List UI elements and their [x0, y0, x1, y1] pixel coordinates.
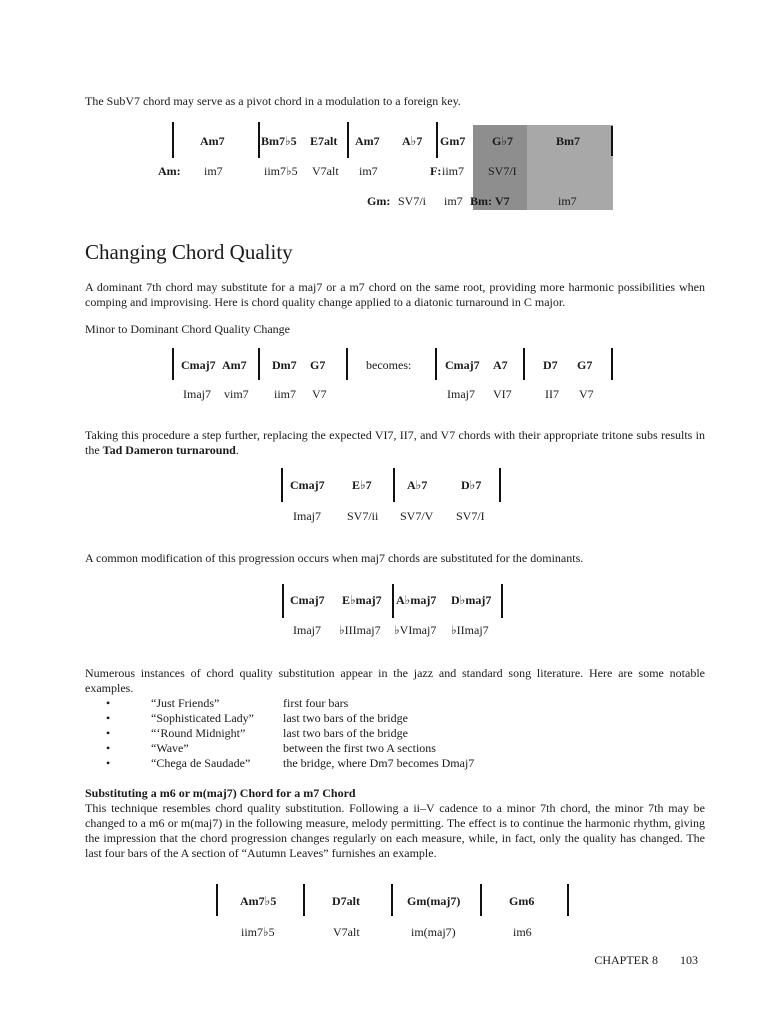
chord-symbol: Dm7 [272, 358, 297, 372]
barline [501, 584, 503, 618]
chord-symbol: D♭7 [461, 478, 482, 492]
paragraph [85, 428, 705, 458]
chord-symbol: D7alt [332, 894, 360, 908]
chord-symbol: Cmaj7 [181, 358, 216, 372]
key-label: Gm: [367, 194, 391, 208]
chord-symbol: E7alt [310, 134, 338, 148]
chord-symbol: Cmaj7 [290, 478, 325, 492]
roman-numeral: V7 [312, 387, 327, 401]
chord-symbol: A7 [493, 358, 508, 372]
roman-numeral: iim7 [442, 164, 465, 178]
song-location: between the first two A sections [283, 741, 436, 755]
barline [499, 468, 501, 502]
subsection-heading: Substituting a m6 or m(maj7) Chord for a m7 Chord [85, 786, 356, 800]
becomes-label: becomes: [366, 358, 412, 372]
paragraph: A dominant 7th chord may substitute for a maj7 or a m7 chord on the same root, providing more harmonic possibilities when comping and improvising. Here is chord quality change applied to a diatonic turnaround in C major. [85, 280, 705, 309]
barline [393, 468, 395, 502]
song-title: “‘Round Midnight” [151, 726, 246, 740]
chord-symbol: Cmaj7 [290, 593, 325, 607]
roman-numeral: V7 [495, 194, 510, 208]
roman-numeral: iim7♭5 [241, 925, 275, 939]
chord-symbol: Am7♭5 [240, 894, 277, 908]
paragraph-text: Taking this procedure a step further, replacing the expected VI7, II7, and V7 chords with their appropriate tritone subs results in the [85, 428, 705, 457]
chord-symbol: A♭7 [407, 478, 428, 492]
barline [523, 348, 525, 380]
chord-symbol: Gm6 [509, 894, 535, 908]
roman-numeral: im(maj7) [411, 925, 456, 939]
roman-numeral: SV7/V [400, 509, 434, 523]
barline [258, 122, 260, 158]
barline [216, 884, 218, 916]
barline [282, 584, 284, 618]
barline [435, 348, 437, 380]
chord-symbol: Cmaj7 [445, 358, 480, 372]
barline [346, 348, 348, 380]
barline [172, 122, 174, 158]
chord-symbol: Gm7 [440, 134, 466, 148]
song-location: last two bars of the bridge [283, 726, 408, 740]
roman-numeral: im7 [558, 194, 577, 208]
paragraph-text: . [235, 443, 239, 457]
barline [567, 884, 569, 916]
chord-symbol: A♭7 [402, 134, 423, 148]
song-title: “Just Friends” [151, 696, 220, 710]
song-location: the bridge, where Dm7 becomes Dmaj7 [283, 756, 475, 770]
barline [392, 584, 394, 618]
barline [258, 348, 260, 380]
barline [436, 122, 438, 158]
chord-symbol: D7 [543, 358, 558, 372]
roman-numeral: Imaj7 [447, 387, 475, 401]
roman-numeral: Imaj7 [183, 387, 211, 401]
chord-symbol: Bm7♭5 [261, 134, 297, 148]
roman-numeral: SV7/I [456, 509, 485, 523]
barline [391, 884, 393, 916]
chord-symbol: Am7 [222, 358, 247, 372]
section-title: Changing Chord Quality [85, 240, 293, 264]
roman-numeral: V7alt [333, 925, 360, 939]
barline [611, 348, 613, 380]
list-item: • “Wave” between the first two A sections [106, 741, 436, 755]
paragraph: This technique resembles chord quality substitution. Following a ii–V cadence to a minor 7th chord, the minor 7th may be changed to a m6 or m(maj7) in the following measure, melody permitting. The effect is to continue the harmonic rhythm, giving the impression that the chord progression changes regularly on each measure, while, in fact, only the quality has changed. The last four bars of the A section of “Autumn Leaves” furnishes an example. [85, 801, 705, 860]
roman-numeral: ♭IImaj7 [451, 623, 489, 637]
chord-symbol: Bm7 [556, 134, 580, 148]
list-item: • “Sophisticated Lady” last two bars of the bridge [106, 711, 408, 725]
roman-numeral: im6 [513, 925, 532, 939]
barline [480, 884, 482, 916]
intro-text: The SubV7 chord may serve as a pivot chord in a modulation to a foreign key. [85, 94, 461, 108]
chord-symbol: Gm(maj7) [407, 894, 461, 908]
key-label: Am: [158, 164, 181, 178]
page-number: 103 [680, 953, 698, 967]
roman-numeral: iim7 [274, 387, 297, 401]
chord-symbol: E♭7 [352, 478, 372, 492]
roman-numeral: ♭VImaj7 [394, 623, 437, 637]
song-title: “Wave” [151, 741, 189, 755]
roman-numeral: iim7♭5 [264, 164, 298, 178]
barline [172, 348, 174, 380]
barline [611, 126, 613, 156]
chord-symbol: G7 [310, 358, 326, 372]
chord-symbol: Am7 [200, 134, 225, 148]
example-caption: Minor to Dominant Chord Quality Change [85, 322, 290, 336]
roman-numeral: SV7/I [488, 164, 517, 178]
key-label: F: [430, 164, 442, 178]
roman-numeral: ♭IIImaj7 [339, 623, 381, 637]
roman-numeral: SV7/i [398, 194, 427, 208]
barline [281, 468, 283, 502]
roman-numeral: im7 [204, 164, 223, 178]
tad-dameron-term: Tad Dameron turnaround [102, 443, 236, 457]
chord-symbol: D♭maj7 [451, 593, 492, 607]
song-example-list [106, 696, 606, 771]
chord-symbol: Am7 [355, 134, 380, 148]
list-item: • “Just Friends” first four bars [106, 696, 349, 710]
chord-symbol: G♭7 [492, 134, 513, 148]
page-footer [594, 953, 698, 968]
song-location: first four bars [283, 696, 349, 710]
chord-symbol: E♭maj7 [342, 593, 382, 607]
key-label: Bm: [470, 194, 492, 208]
roman-numeral: im7 [359, 164, 378, 178]
song-title: “Chega de Saudade” [151, 756, 251, 770]
song-location: last two bars of the bridge [283, 711, 408, 725]
roman-numeral: im7 [444, 194, 463, 208]
roman-numeral: Imaj7 [293, 509, 321, 523]
list-item: • “‘Round Midnight” last two bars of the bridge [106, 726, 408, 740]
roman-numeral: VI7 [493, 387, 512, 401]
roman-numeral: Imaj7 [293, 623, 321, 637]
list-item: • “Chega de Saudade” the bridge, where Dm7 becomes Dmaj7 [106, 756, 475, 770]
song-title: “Sophisticated Lady” [151, 711, 254, 725]
roman-numeral: SV7/ii [347, 509, 379, 523]
roman-numeral: V7 [579, 387, 594, 401]
chord-symbol: A♭maj7 [396, 593, 437, 607]
roman-numeral: vim7 [224, 387, 249, 401]
barline [347, 122, 349, 158]
chord-symbol: G7 [577, 358, 593, 372]
roman-numeral: II7 [545, 387, 559, 401]
roman-numeral: V7alt [312, 164, 339, 178]
chapter-label: CHAPTER 8 [594, 953, 658, 967]
paragraph: Numerous instances of chord quality substitution appear in the jazz and standard song literature. Here are some notable examples. [85, 666, 705, 695]
paragraph: A common modification of this progression occurs when maj7 chords are substituted for the dominants. [85, 551, 584, 565]
barline [303, 884, 305, 916]
